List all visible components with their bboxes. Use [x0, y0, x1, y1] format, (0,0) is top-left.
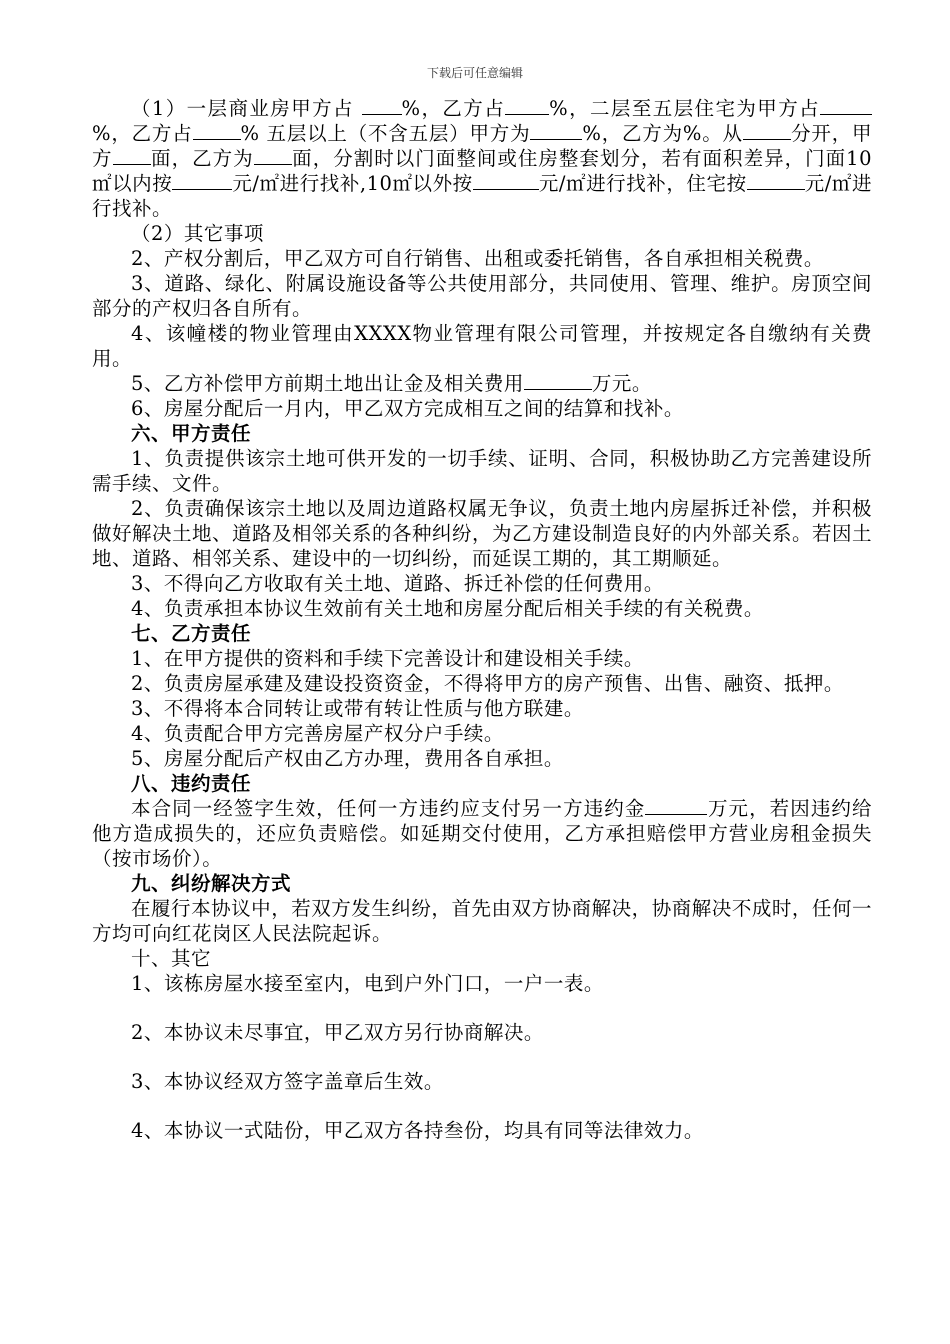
- blank-field: [505, 96, 549, 115]
- blank-field: [820, 96, 872, 115]
- section-7-item: 5、房屋分配后产权由乙方办理，费用各自承担。: [131, 747, 564, 770]
- other-item: 6、房屋分配后一月内，甲乙双方完成相互之间的结算和找补。: [131, 397, 684, 420]
- other-item: 4、该幢楼的物业管理由XXXX物业管理有限公司管理，并按规定各自缴纳有关费用。: [92, 322, 872, 370]
- other-item: [92, 371, 872, 396]
- other-item: 2、产权分割后，甲乙双方可自行销售、出租或委托销售，各自承担相关税费。: [131, 247, 824, 270]
- section-6-heading: 六、甲方责任: [131, 422, 252, 445]
- blank-field: [193, 121, 241, 140]
- section-10-heading: 十、其它: [131, 947, 212, 970]
- section-7-item: 4、负责配合甲方完善房屋产权分户手续。: [131, 722, 504, 745]
- section-10-item: 4、本协议一式陆份，甲乙双方各持叁份，均具有同等法律效力。: [131, 1119, 704, 1142]
- text-run: （1）一层商业房甲方占: [131, 97, 362, 120]
- text-run: 面，分割时以门面整间或住房整套划分，若有面积差异，门面10㎡以内按: [92, 147, 872, 195]
- blank-field: [747, 171, 805, 190]
- page-header: 下载后可任意编辑: [426, 66, 523, 80]
- section-10-item: 3、本协议经双方签字盖章后生效。: [131, 1070, 444, 1093]
- text-run: % 五层以上（不含五层）甲方为: [240, 122, 531, 145]
- text-run: 元/㎡进行找补,10㎡以外按: [232, 172, 473, 195]
- document-body: [92, 96, 872, 1143]
- blank-field: [254, 146, 292, 165]
- blank-field: [473, 171, 539, 190]
- section-8-heading: 八、违约责任: [131, 772, 252, 795]
- blank-field: [743, 121, 791, 140]
- text-run: 元/㎡进行找补，住宅按: [538, 172, 747, 195]
- division-paragraph: [92, 96, 872, 221]
- blank-field: [172, 171, 232, 190]
- section-6-item: 2、负责确保该宗土地以及周边道路权属无争议，负责土地内房屋拆迁补偿，并积极做好解决土地、道路及相邻关系的各种纠纷，为乙方建设制造良好的内外部关系。若因土地、道路、相邻关系、建设中的一切纠纷，而延误工期的，其工期顺延。: [92, 497, 873, 570]
- section-7-item: 3、不得将本合同转让或带有转让性质与他方联建。: [131, 697, 584, 720]
- text-run: 万元。: [591, 372, 652, 395]
- text-run: %，乙方占: [92, 122, 193, 145]
- section-7-heading: 七、乙方责任: [131, 622, 252, 645]
- text-run: 万元，若因违约给他方造成损失的，还应负责赔偿。如延期交付使用，乙方承担赔偿甲方营业房租金损失（按市场价）。: [92, 797, 872, 870]
- section-10-item: 2、本协议未尽事宜，甲乙双方另行协商解决。: [131, 1021, 544, 1044]
- other-item: 3、道路、绿化、附属设施设备等公共使用部分，共同使用、管理、维护。房顶空间部分的产权归各自所有。: [92, 272, 872, 320]
- section-10-item: 1、该栋房屋水接至室内，电到户外门口，一户一表。: [131, 972, 604, 995]
- section-7-item: 2、负责房屋承建及建设投资资金，不得将甲方的房产预售、出售、融资、抵押。: [131, 672, 844, 695]
- section-8-text: [92, 796, 872, 871]
- text-run: 分开，甲方: [92, 122, 872, 170]
- section-9-text: 在履行本协议中，若双方发生纠纷，首先由双方协商解决，协商解决不成时，任何一方均可向红花岗区人民法院起诉。: [92, 897, 872, 945]
- text-run: %，乙方占: [401, 97, 506, 120]
- blank-field: [113, 146, 151, 165]
- blank-field: [530, 121, 582, 140]
- text-run: 本合同一经签字生效，任何一方违约应支付另一方违约金: [131, 797, 646, 820]
- section-7-item: 1、在甲方提供的资料和手续下完善设计和建设相关手续。: [131, 647, 644, 670]
- blank-field: [645, 796, 707, 815]
- text-run: 元/㎡进行找补。: [92, 172, 872, 220]
- section-6-item: 3、不得向乙方收取有关土地、道路、拆迁补偿的任何费用。: [131, 572, 664, 595]
- section-6-item: 1、负责提供该宗土地可供开发的一切手续、证明、合同，积极协助乙方完善建设所需手续、文件。: [92, 447, 872, 495]
- text-run: %，二层至五层住宅为甲方占: [549, 97, 821, 120]
- section-9-heading: 九、纠纷解决方式: [131, 872, 292, 895]
- text-run: %，乙方为%。从: [582, 122, 743, 145]
- other-matters-heading: （2）其它事项: [131, 222, 264, 245]
- blank-field: [524, 371, 592, 390]
- text-run: 面，乙方为: [150, 147, 254, 170]
- text-run: 5、乙方补偿甲方前期土地出让金及相关费用: [131, 372, 524, 395]
- blank-field: [362, 96, 402, 115]
- section-6-item: 4、负责承担本协议生效前有关土地和房屋分配后相关手续的有关税费。: [131, 597, 764, 620]
